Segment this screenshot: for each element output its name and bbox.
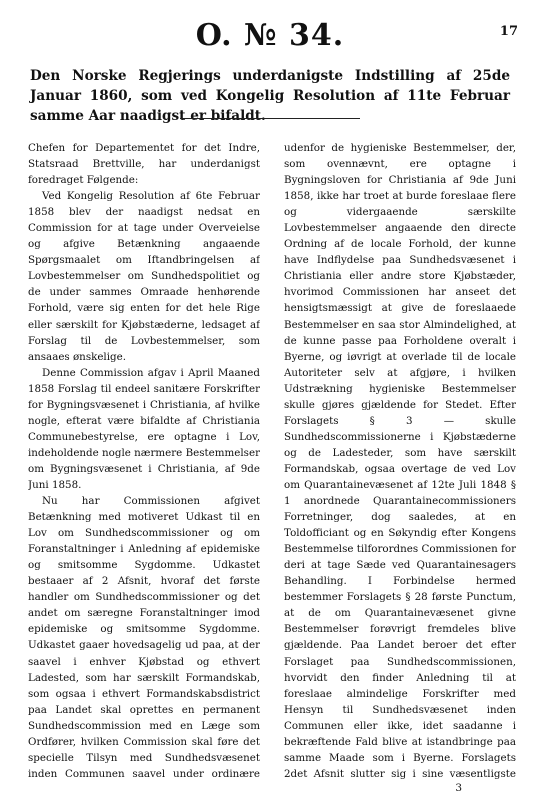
signature-mark: 3 (455, 782, 462, 794)
left-text-column (28, 140, 260, 785)
title-divider (180, 118, 360, 119)
intro-paragraph: Chefen for Departementet for det Indre, Statsraad Brettville, har underdanigst foredraget Følgende: (28, 142, 260, 187)
continued-paragraph: udenfor de hygieniske Bestemmelser, der, som ovennævnt, ere optagne i Bygningsloven for Christiania af 9de Juni 1858, ikke har troet at burde foreslaae flere og vidergaaende særskilte Lovbestemmelser angaaende den directe Ordning af de locale Forhold, der kunne have Indflydelse paa Sundhedsvæsenet i Christiania eller andre store Kjøbstæder, hvorimod Commissionen har anseet det hensigtsmæssigt at give de foreslaaede Bestemmelser en saa stor Almindelighed, at de kunne passe paa Forholdene overalt i Byerne, og iøvrigt at overlade til de locale Autoriteter selv at afgjøre, i hvilken Udstrækning hygieniske Bestemmelser skulle gjøres gjældende for Stedet. Efter Forslagets § 3 — skulle Sundhedscommissionerne i Kjøbstæderne og de Ladesteder, som have særskilt Formandskab, ogsaa overtage de ved Lov om Quarantainevæsenet af 12te Juli 1848 § 1 anordnede Quarantainecommissioners Forretninger, dog saaledes, at en Toldofficiant og en Søkyndig efter Kongens Bestemmelse tilforordnes Commissionen for deri at tage Sæde ved Quarantainesagers Behandling. I Forbindelse hermed bestemmer Forslagets § 28 første Punctum, at de om Quarantainevæsenet givne Bestemmelser forøvrigt fremdeles blive gjældende. Paa Landet beroer det efter Forslaget paa Sundhedscommissionen, hvorvidt den finder Anledning til at foreslaae almindelige Forskrifter med Hensyn til Sundhedsvæsenet inden Communen eller ikke, idet saadanne i bekræftende Fald blive at istandbringe paa samme Maade som i Byerne. Forslagets 2det Afsnit slutter sig i sine væsentligste (284, 142, 516, 780)
body-paragraph: Nu har Commissionen afgivet Betænkning med motiveret Udkast til en Lov om Sundhedscommissioner og om Foranstaltninger i Anledning af epidemiske og smitsomme Sygdomme. Udkastet bestaaer af 2 Afsnit, hvoraf det første handler om Sundhedscommissioner og det andet om særegne Foranstaltninger imod epidemiske og smitsomme Sygdomme. Udkastet gaaer hovedsagelig ud paa, at der saavel i enhver Kjøbstad og ethvert Ladested, som har særskilt Formandskab, som ogsaa i ethvert Formandskabsdistrict paa Landet skal oprettes en permanent Sundhedscommission med en Læge som Ordfører, hvilken Commission skal føre det specielle Tilsyn med Sundhedsvæsenet inden Communen saavel under ordinære (28, 495, 260, 780)
body-paragraph: Denne Commission afgav i April Maaned 1858 Forslag til endeel sanitære Forskrifter for Bygningsvæsenet i Christiania, af hvilke nogle, efterat være bifaldte af Christiania Communebestyrelse, ere optagne i Lov, indeholdende nogle nærmere Bestemmelser om Bygningsvæsenet i Christiania, af 9de Juni 1858. (28, 366, 260, 491)
body-paragraph: Ved Kongelig Resolution af 6te Februar 1858 blev der naadigst nedsat en Commission for at tage under Overveielse og afgive Betænkning angaaende Spørgsmaalet om Iftandbringelsen af Lovbestemmelser om Sundhedspolitiet og de under sammes Omraade henhørende Forhold, være sig enten for det hele Rige eller særskilt for Kjøbstæderne, ledsaget af Forslag til de Lovbestemmelser, som ansaaes ønskelige. (28, 190, 260, 363)
document-number-title: O. № 34. (195, 18, 345, 53)
right-text-column (284, 140, 516, 785)
page-header (0, 14, 540, 54)
page-number: 17 (499, 24, 518, 39)
document-title: Den Norske Regjerings underdanigste Indstilling af 25de Januar 1860, som ved Kongelig Resolution af 11te Februar samme Aar naadigst er bifaldt. (30, 68, 510, 124)
